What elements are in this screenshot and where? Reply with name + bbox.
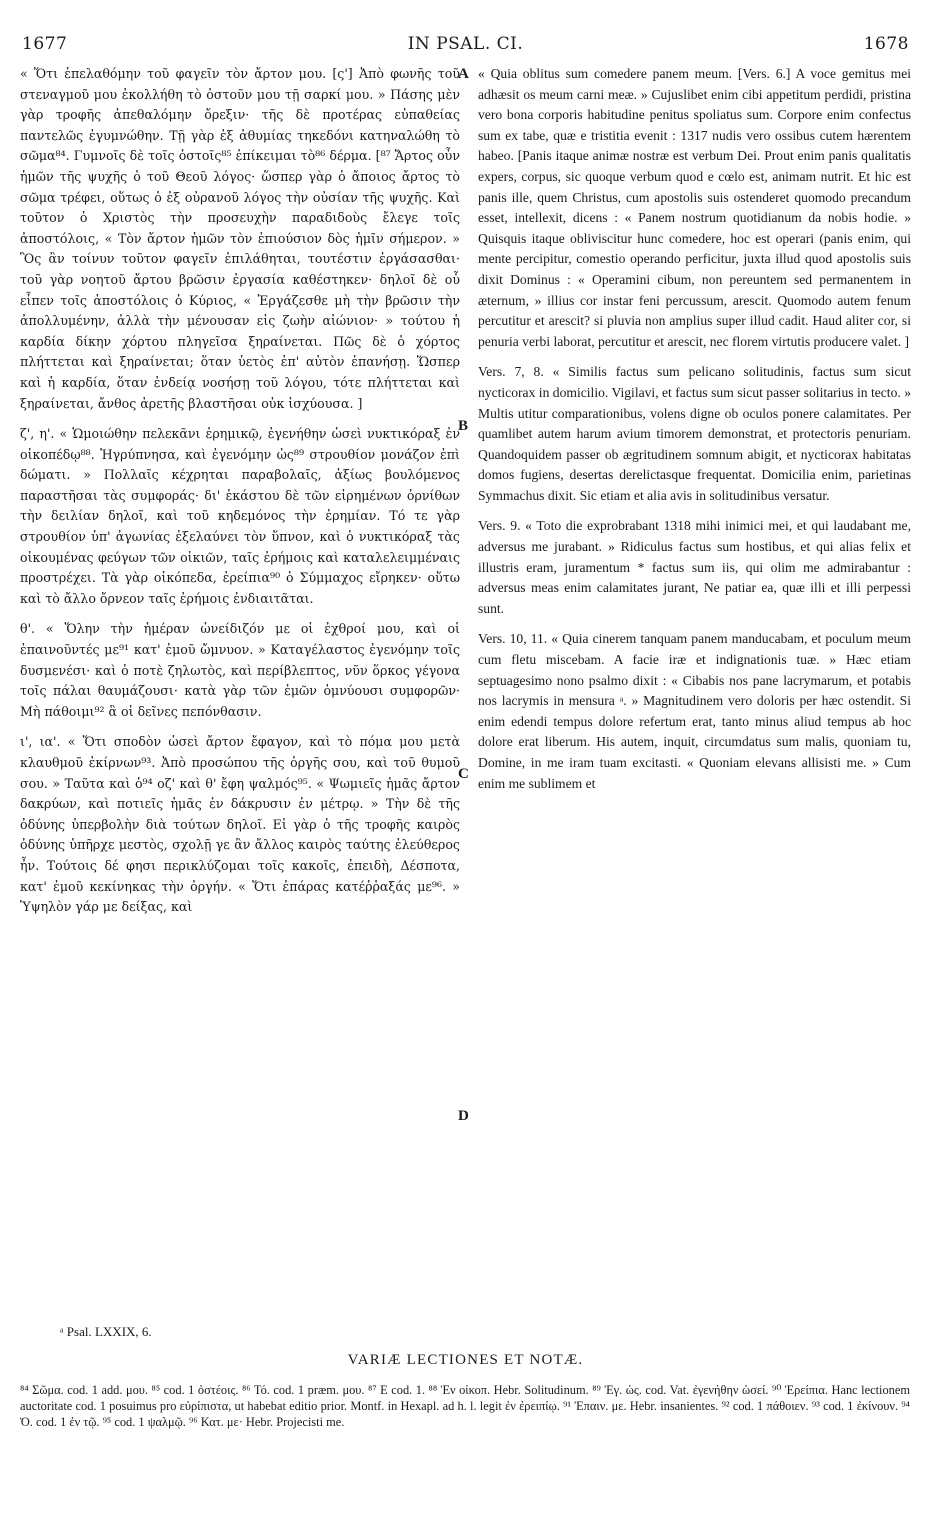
latin-paragraph: Vers. 9. « Toto die exprobrabant 1318 mihi inimici mei, et qui laudabant me, adversus me jurabant. » Ridiculus factus sum hostibus, et qui alias felix et illustris eram, juramentum * factus sum iis, qui olim me admirabantur : adversus meas enim calamitates jurant, Ne patiar ea, quæ illi et illi perpessi sunt. [478, 518, 911, 616]
margin-marker-a: A [458, 66, 469, 82]
latin-paragraph: Vers. 7, 8. « Similis factus sum pelicano solitudinis, factus sum sicut nycticorax in domicilio. Vigilavi, et factus sum sicut passer solitarius in tecto. » Multis utitur comparationibus, volens digne ob oculos ponere calamitates. Per quamlibet autem harum avium timorem demonstrat, et protectoris penuriam. Quandoquidem passer ob ægritudinem somnum abigit, et nycticorax habitatas domos fugiens, desertas derelictasque frequentat. Domicilia enim, parietinas Symmachus dixit. Sic etiam et alia avis in solitudinibus versatur. [478, 364, 911, 503]
running-title: IN PSAL. CI. [407, 34, 524, 54]
page-number-right: 1678 [863, 34, 909, 54]
greek-column [20, 64, 460, 918]
greek-paragraph: θ'. « Ὅλην τὴν ἡμέραν ὠνείδιζόν με οἱ ἐχθροί μου, καὶ οἱ ἐπαινοῦντές με⁹¹ κατ' ἐμοῦ ὤμνυον. » Καταγέλαστος ἐγενόμην τοῖς δυσμενέσι· καὶ ὁ ποτὲ ζηλωτὸς, καὶ περίβλεπτος, νῦν ὅρκος γέγονα τοῖς πάλαι θαυμάζουσι· κατὰ γὰρ τῶν ἐμῶν ὀμνύουσι συμφορῶν· Μὴ πάθοιμι⁹² ἃ οἱ δεῖνες πεπόνθασιν. [20, 621, 460, 719]
latin-column [478, 64, 911, 794]
greek-paragraph: « Ὅτι ἐπελαθόμην τοῦ φαγεῖν τὸν ἄρτον μου. [ς'] Ἀπὸ φωνῆς τοῦ στεναγμοῦ μου ἐκολλήθη τὸ ὀστοῦν μου τῇ σαρκί μου. » Πάσης μὲν γὰρ τροφῆς ἀπεθαλόμην ὄρεξιν· τῆς δὲ προτέρας εὐπαθείας παντελῶς ἐγυμνώθην. Τῇ γὰρ ἐξ ἀθυμίας τηκεδόνι κατηναλώθη τὸ σῶμα⁸⁴. Γυμνοῖς δὲ τοῖς ὀστοῖς⁸⁵ ἐπίκειμαι τὸ⁸⁶ δέρμα. [⁸⁷ Ἄρτος οὖν ἡμῶν τῆς ψυχῆς ὁ τοῦ Θεοῦ λόγος· ὥσπερ γὰρ ὁ ἄποιος ἄρτος τὸ σῶμα τρέφει, οὕτως ὁ ἐξ οὐρανοῦ λόγος τὴν οὐσίαν τῆς ψυχῆς. Καὶ τοῦτον ὁ Χριστὸς τὴν προσευχὴν παραδιδοὺς ἔλεγε τοῖς ἀποστόλοις, « Τὸν ἄρτον ἡμῶν τὸν ἐπιούσιον δὸς ἡμῖν σήμερον. » Ὃς ἂν τοίνυν τοῦτον φαγεῖν ἐπιλάθηται, τουτέστιν ἐργάσασθαι· τοῦ γὰρ νοητοῦ ἄρτου βρῶσιν ἐργασία καθέστηκεν· δηλοῖ δὲ οὗ εἶπεν τοῖς ἀποστόλοις ὁ Κύριος, « Ἐργάζεσθε μὴ τὴν βρῶσιν τὴν ἀπολλυμένην, ἀλλὰ τὴν μένουσαν εἰς ζωὴν αἰώνιον· » τούτου ἡ καρδία δίκην χόρτου πληγεῖσα ξηραίνεται. Πῶς δὲ ὁ χόρτος πλήττεται καὶ ξηραίνεται; ὅταν ὑετὸς ἐπ' αὐτὸν ἐπανήσῃ. Ὥσπερ καὶ ἡ καρδία, ὅταν ἐνδείᾳ νοσήσῃ τοῦ λόγου, τότε πλήττεται καὶ ξηραίνεται, ἄνθος ἀρετῆς βλαστῆσαι οὐκ ἰσχύουσα. ] [20, 66, 460, 411]
footnote: ᵃ Psal. LXXIX, 6. [60, 1324, 152, 1339]
latin-paragraph: Vers. 10, 11. « Quia cinerem tanquam panem manducabam, et poculum meum cum fletu miscebam. A facie iræ et indignationis tuæ. » Hæc etiam septuagesimo nono psalmo dixit : « Cibabis nos pane lacrymarum, et potabis nos lacrymis in mensura ᵃ. » Magnitudinem vero doloris per hæc ostendit. Si enim edendi tempus dolore refertum erat, tanto minus aliud tempus ab hoc dolore erat liberum. His autem, inquit, circumdatus sum malis, quoniam tu, Domine, in me iram tuam excitasti. « Quoniam elevans allisisti me. » Cum enim me sublimem et [478, 631, 911, 791]
variae-lectiones-text: ⁸⁴ Σῶμα. cod. 1 add. μου. ⁸⁵ cod. 1 ὀστέοις. ⁸⁶ Τό. cod. 1 præm. μου. ⁸⁷ E cod. 1. ⁸⁸ Ἐν οἰκοπ. Hebr. Solitudinum. ⁸⁹ Ἐγ. ὡς. cod. Vat. ἐγενήθην ὡσεί. ⁹⁰ Ἐρείπια. Hanc lectionem auctoritate cod. 1 posuimus pro εὐρίπιστα, ut habebat editio prior. Montf. in Hexapl. ad h. l. legit ἐν ἐρειπίῳ. ⁹¹ Ἐπαιν. με. Hebr. insanientes. ⁹² cod. 1 πάθοιεν. ⁹³ cod. 1 ἐκίνουν. ⁹⁴ Ὁ. cod. 1 ἐν τῷ. ⁹⁵ cod. 1 ψαλμῷ. ⁹⁶ Κατ. με· Hebr. Projecisti me. [20, 1383, 910, 1429]
margin-marker-c: C [458, 766, 469, 782]
margin-marker-d: D [458, 1108, 469, 1124]
latin-paragraph: « Quia oblitus sum comedere panem meum. [Vers. 6.] A voce gemitus mei adhæsit os meum carni meæ. » Cujuslibet enim cibi appetitum perdidi, pristina vero bona corporis habitudine penitus spoliatus sum. Corpore enim confectus sum ex tabe, quæ e tristitia evenit : 1317 nudis vero ossibus cutem hærentem habeo. [Panis itaque animæ nostræ est verbum Dei. Prout enim panis qualitatis expers, corpus, sic quoque verbum quod e cœlo est, animam nutrit. Et hic est panis ille, quem Christus, cum apostolis suis ostenderet quomodo precandum esset, intellexit, dicens : « Panem nostrum quotidianum da nobis hodie. » Quisquis itaque obliviscitur hunc comedere, hoc est operari (panis enim, qui mente percipitur, comestio operando perficitur, juxta illud quod apostolis suis dixit Dominus : « Operamini cibum, non pereuntem sed permanentem in æternum, » illius cor instar feni percussum, arescit. Quomodo autem fenum percutitur et arescit? si pluvia non amplius super illud cadit. Haud aliter cor, si penuria verbi laborat, percutitur et arescit, nec florem virtutis producere valet. ] [478, 66, 911, 349]
greek-paragraph: ζ', η'. « Ὡμοιώθην πελεκᾶνι ἐρημικῷ, ἐγενήθην ὡσεὶ νυκτικόραξ ἐν οἰκοπέδῳ⁸⁸. Ἠγρύπνησα, καὶ ἐγενόμην ὡς⁸⁹ στρουθίον μονάζον ἐπὶ δώματι. » Πολλαῖς κέχρηται παραβολαῖς, ἀξίως βουλόμενος παραστῆσαι τὰς συμφοράς· δι' ἑκάστου δὲ τῶν εἰρημένων ὀρνίθων τὴν δειλίαν δηλοῖ, καὶ τοῦ κηδεμόνος τὴν ἐρημίαν. Τό τε γὰρ στρουθίον ὑπ' ἀγωνίας ἐξελαύνει τὸν ὕπνον, καὶ ὁ νυκτικόραξ τὰς οἰκουμένας φεύγων τῶν οἰκιῶν, ταῖς ἐρήμοις καὶ καταλελειμμέναις προστρέχει. Τὰ γὰρ οἰκόπεδα, ἐρείπια⁹⁰ ὁ Σύμμαχος εἴρηκεν· οὕτω καὶ τὸ ἄλλο ὄρνεον ταῖς ἐρήμοις ἐνδιαιτᾶται. [20, 426, 460, 606]
variae-lectiones-title: VARIÆ LECTIONES ET NOTÆ. [347, 1352, 584, 1368]
margin-marker-b: B [458, 418, 469, 434]
greek-paragraph: ι', ια'. « Ὅτι σποδὸν ὡσεὶ ἄρτον ἔφαγον, καὶ τὸ πόμα μου μετὰ κλαυθμοῦ ἐκίρνων⁹³. Ἀπὸ προσώπου τῆς ὀργῆς σου, καὶ τοῦ θυμοῦ σου. » Ταῦτα καὶ ὁ⁹⁴ οζ' καὶ θ' ἔφη ψαλμός⁹⁵. « Ψωμιεῖς ἡμᾶς ἄρτον δακρύων, καὶ ποτιεῖς ἡμᾶς ἐν δάκρυσιν ἐν μέτρῳ. » Τὴν δὲ τῆς ὀδύνης ὑπερβολὴν διὰ τούτων δηλοῖ. Εἰ γὰρ ὁ τῆς τροφῆς καιρὸς ὀδύνης ὑπῆρχε μεστὸς, σχολῇ γε ἂν ἄλλος καιρὸς ταύτης ἐλεύθερος ἦν. Τούτοις δέ φησι περικλύζομαι τοῖς κακοῖς, ἐπειδὴ, Δέσποτα, κατ' ἐμοῦ κεκίνηκας τὴν ὀργήν. « Ὅτι ἐπάρας κατέῤῥαξάς με⁹⁶. » Ὑψηλὸν γάρ με δείξας, καὶ [20, 734, 460, 915]
running-header [22, 34, 909, 60]
page-number-left: 1677 [22, 34, 68, 54]
